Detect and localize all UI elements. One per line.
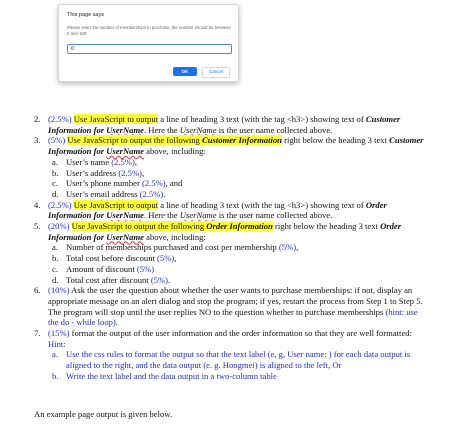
prompt-dialog <box>58 4 239 82</box>
subitem <box>34 264 426 275</box>
points: (10%) <box>48 285 70 296</box>
subitem <box>34 349 426 370</box>
text: format the output of the user information and the order information so that they are well formatted: <box>69 328 412 339</box>
subitem-letter: a. <box>52 156 58 167</box>
points: (5%) <box>48 135 66 146</box>
points: (2.5%) <box>118 167 142 178</box>
points: (5%) <box>278 242 297 253</box>
text: , and <box>165 178 183 189</box>
dialog-message: Please enter the number of memberships to purchase, the number should be between 0 and 100: <box>67 25 231 36</box>
subitem-letter: c. <box>52 263 58 274</box>
points: (5%) <box>157 253 175 264</box>
subitem <box>34 168 426 179</box>
points: (5%) <box>136 263 155 274</box>
example-note: An example page output is given below. <box>34 409 173 419</box>
subitem-letter: d. <box>52 188 59 199</box>
subitem-letter: b. <box>52 370 59 381</box>
text: is the user name collected above. <box>216 124 333 135</box>
bold-text: Order Information for <box>48 221 402 242</box>
subitem-letter: d. <box>52 274 59 285</box>
subitem <box>34 178 426 189</box>
subitem <box>34 242 426 253</box>
cancel-button[interactable]: Cancel <box>202 67 230 78</box>
text: User’s phone number <box>66 178 142 189</box>
subitem <box>34 253 426 264</box>
text: User’s name <box>66 156 112 167</box>
instructions <box>34 114 426 382</box>
points: (2.5%) <box>48 199 72 210</box>
text: , <box>296 242 299 253</box>
text: is the user name collected above. <box>216 210 333 221</box>
italic-text: UserName <box>179 210 217 221</box>
italic-text: UserName <box>179 124 217 135</box>
ok-button[interactable]: OK <box>173 67 197 76</box>
text: . <box>115 317 118 328</box>
text: Total cost before discount <box>66 253 158 264</box>
text: right below the heading 3 text <box>272 221 381 232</box>
text: right below the heading 3 text <box>281 135 390 146</box>
item-number: 7. <box>34 328 41 339</box>
text: above, including: <box>143 146 206 157</box>
item-6 <box>34 285 426 328</box>
item-number: 3. <box>34 135 41 146</box>
highlight: Use JavaScript to output <box>73 199 159 210</box>
points: (2.5%) <box>141 178 166 189</box>
memberships-input[interactable]: 0 <box>67 44 232 54</box>
highlight-bold: Customer Information <box>201 135 282 146</box>
highlight: Use JavaScript to output <box>73 114 159 124</box>
item-number: 2. <box>34 114 41 124</box>
bold-text: UserName <box>106 210 144 221</box>
text: a line of heading 3 text (with the tag <h3>) showing text of <box>158 199 366 210</box>
points: (15%) <box>48 328 70 339</box>
hint-text: Hint: <box>48 338 66 349</box>
bold-text: UserName <box>106 231 144 242</box>
bold-text: UserName <box>106 124 144 135</box>
subitem-letter: c. <box>52 178 58 189</box>
item-3 <box>34 135 426 156</box>
text: Ask the user the question about whether the user wants to purchase memberships: if not, display an appropriate message on an alert dialog and stop the program; if yes, restart the process from Step 1 to Step 5. The program will stop until the user replies NO to the question whether to purchase memberships <box>48 285 423 317</box>
bold-text: Customer Information for <box>48 135 424 157</box>
text: . <box>163 188 166 199</box>
bold-text: Order Information for <box>48 199 387 221</box>
subitem-letter: b. <box>52 253 59 264</box>
bold-text: Customer Information for <box>48 114 401 135</box>
text: Number of memberships purchased and cost per membership <box>66 242 279 253</box>
text: Total cost after discount <box>66 274 151 285</box>
highlight-bold: Order Information <box>206 221 273 232</box>
item-5 <box>34 221 426 242</box>
text: User’s email address <box>66 188 140 199</box>
text: Amount of discount <box>66 263 137 274</box>
item-number: 4. <box>34 199 41 210</box>
subitem-letter: a. <box>52 242 58 253</box>
points: (2.5%) <box>48 114 72 124</box>
text: . Here the <box>143 124 180 135</box>
text: above, including: <box>143 231 206 242</box>
subitem <box>34 275 426 286</box>
text: Use the css rules to format the output so that the text label (e, g, User name: ) for each data output is aligned to the right, and the data output (e. g. Hongmei) is aligned to the left, Or <box>66 349 411 371</box>
text: , <box>174 253 177 264</box>
item-4 <box>34 200 426 221</box>
hint-text: (hint: use the do - while loop) <box>48 306 418 328</box>
text: . <box>168 274 171 285</box>
points: (2.5%) <box>139 188 164 199</box>
text: , <box>141 167 145 178</box>
text: Write the text label and the data output in a two-column table <box>66 370 277 381</box>
points: (2.5%) <box>111 156 135 167</box>
subitem-letter: a. <box>52 349 58 360</box>
points: (5%) <box>150 274 169 285</box>
text: a line of heading 3 text (with the tag <h3>) showing text of <box>158 114 366 124</box>
highlight: Use JavaScript to output the following <box>67 135 202 146</box>
subitem <box>34 157 426 168</box>
highlight: Use JavaScript to output the following <box>71 221 207 232</box>
text: . Here the <box>143 210 180 221</box>
item-number: 5. <box>34 221 41 232</box>
subitem <box>34 371 426 382</box>
subitem <box>34 189 426 200</box>
subitem-letter: b. <box>52 167 59 178</box>
item-2 <box>34 114 426 135</box>
item-number: 6. <box>34 285 41 296</box>
item-7 <box>34 328 426 349</box>
bold-text: UserName <box>106 146 144 157</box>
text: User’s address <box>66 167 119 178</box>
dialog-title: This page says <box>67 12 104 18</box>
points: (20%) <box>48 221 70 232</box>
text: , <box>134 156 137 167</box>
